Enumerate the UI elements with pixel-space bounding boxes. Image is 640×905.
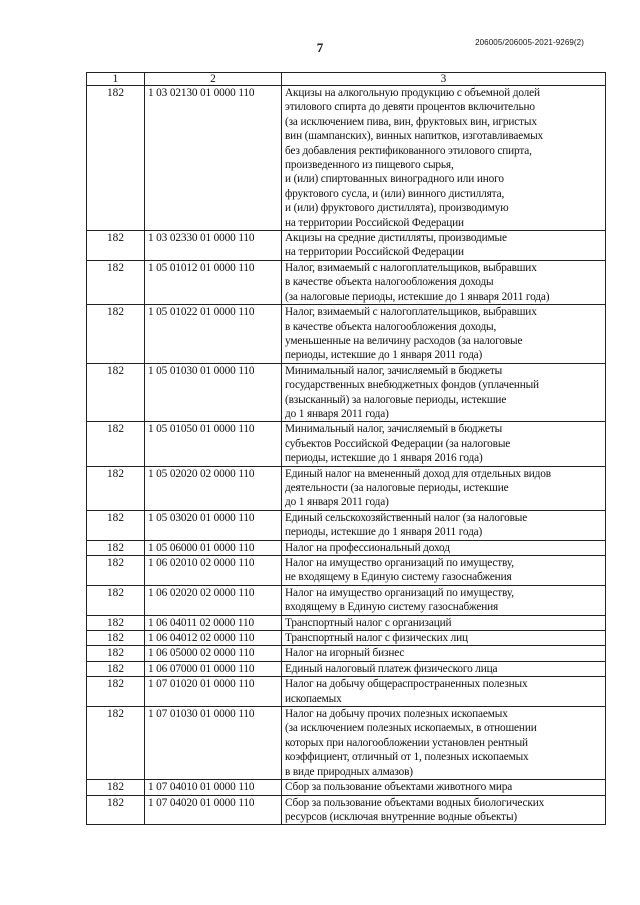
table-row	[87, 707, 606, 780]
description-cell: Транспортный налог с организаций	[282, 615, 606, 630]
budget-code-cell: 1 06 07000 01 0000 110	[145, 661, 282, 676]
description-cell: Налог на имущество организаций по имуществу, входящему в Единую систему газоснабжения	[282, 585, 606, 615]
admin-code-cell: 182	[87, 631, 145, 646]
document-id: 206005/206005-2021-9269(2)	[475, 38, 584, 47]
description-cell: Налог, взимаемый с налогоплательщиков, выбравших в качестве объекта налогообложения доходы (за налоговые периоды, истекшие до 1 января 2011 года)	[282, 260, 606, 304]
column-header-3: 3	[282, 73, 606, 86]
budget-code-cell: 1 03 02330 01 0000 110	[145, 231, 282, 261]
description-cell: Налог на добычу прочих полезных ископаемых (за исключением полезных ископаемых, в отношении которых при налогообложении установлен рентный коэффициент, отличный от 1, полезных ископаемых в виде природных алмазов)	[282, 707, 606, 780]
budget-codes-table	[86, 72, 606, 825]
table-row	[87, 677, 606, 707]
description-cell: Минимальный налог, зачисляемый в бюджеты государственных внебюджетных фондов (уплаченный (взысканный) за налоговые периоды, истекшие до 1 января 2011 года)	[282, 363, 606, 422]
admin-code-cell: 182	[87, 615, 145, 630]
table-row	[87, 556, 606, 586]
budget-code-cell: 1 05 02020 02 0000 110	[145, 466, 282, 510]
table-row	[87, 305, 606, 364]
description-cell: Минимальный налог, зачисляемый в бюджеты субъектов Российской Федерации (за налоговые периоды, истекшие до 1 января 2016 года)	[282, 422, 606, 466]
table-header-row	[87, 73, 606, 86]
admin-code-cell: 182	[87, 86, 145, 231]
admin-code-cell: 182	[87, 646, 145, 661]
budget-code-cell: 1 05 01050 01 0000 110	[145, 422, 282, 466]
table-row	[87, 510, 606, 540]
description-cell: Сбор за пользование объектами животного мира	[282, 780, 606, 795]
admin-code-cell: 182	[87, 707, 145, 780]
admin-code-cell: 182	[87, 363, 145, 422]
admin-code-cell: 182	[87, 422, 145, 466]
table-row	[87, 422, 606, 466]
budget-code-cell: 1 03 02130 01 0000 110	[145, 86, 282, 231]
description-cell: Акцизы на алкогольную продукцию с объемной долей этилового спирта до девяти процентов включительно (за исключением пива, вин, фруктовых вин, игристых вин (шампанских), винных напитков, изготавливаемых без добавления ректификованного этилового спирта, произведенного из пищевого сырья, и (или) спиртованных виноградного или иного фруктового сусла, и (или) винного дистиллята, и (или) фруктового дистиллята), производимую на территории Российской Федерации	[282, 86, 606, 231]
admin-code-cell: 182	[87, 795, 145, 825]
admin-code-cell: 182	[87, 661, 145, 676]
budget-code-cell: 1 06 04011 02 0000 110	[145, 615, 282, 630]
admin-code-cell: 182	[87, 556, 145, 586]
admin-code-cell: 182	[87, 305, 145, 364]
table-row	[87, 231, 606, 261]
budget-code-cell: 1 07 01030 01 0000 110	[145, 707, 282, 780]
table-row	[87, 615, 606, 630]
table-row	[87, 661, 606, 676]
table-row	[87, 260, 606, 304]
table-row	[87, 540, 606, 555]
table-row	[87, 646, 606, 661]
table-row	[87, 86, 606, 231]
table-row	[87, 631, 606, 646]
budget-code-cell: 1 05 01030 01 0000 110	[145, 363, 282, 422]
budget-code-cell: 1 05 01022 01 0000 110	[145, 305, 282, 364]
column-header-2: 2	[145, 73, 282, 86]
admin-code-cell: 182	[87, 780, 145, 795]
description-cell: Налог на игорный бизнес	[282, 646, 606, 661]
budget-code-cell: 1 05 01012 01 0000 110	[145, 260, 282, 304]
column-header-1: 1	[87, 73, 145, 86]
budget-code-cell: 1 06 04012 02 0000 110	[145, 631, 282, 646]
budget-code-cell: 1 06 05000 02 0000 110	[145, 646, 282, 661]
budget-code-cell: 1 05 06000 01 0000 110	[145, 540, 282, 555]
table-row	[87, 585, 606, 615]
admin-code-cell: 182	[87, 510, 145, 540]
admin-code-cell: 182	[87, 677, 145, 707]
description-cell: Единый налоговый платеж физического лица	[282, 661, 606, 676]
page-number: 7	[316, 40, 324, 55]
budget-code-cell: 1 06 02010 02 0000 110	[145, 556, 282, 586]
admin-code-cell: 182	[87, 585, 145, 615]
description-cell: Транспортный налог с физических лиц	[282, 631, 606, 646]
admin-code-cell: 182	[87, 231, 145, 261]
budget-code-cell: 1 07 04020 01 0000 110	[145, 795, 282, 825]
description-cell: Единый налог на вмененный доход для отдельных видов деятельности (за налоговые периоды, истекшие до 1 января 2011 года)	[282, 466, 606, 510]
budget-code-cell: 1 07 04010 01 0000 110	[145, 780, 282, 795]
admin-code-cell: 182	[87, 466, 145, 510]
budget-code-cell: 1 05 03020 01 0000 110	[145, 510, 282, 540]
description-cell: Налог на имущество организаций по имуществу, не входящему в Единую систему газоснабжения	[282, 556, 606, 586]
budget-code-cell: 1 07 01020 01 0000 110	[145, 677, 282, 707]
description-cell: Акцизы на средние дистилляты, производимые на территории Российской Федерации	[282, 231, 606, 261]
table-row	[87, 795, 606, 825]
description-cell: Налог, взимаемый с налогоплательщиков, выбравших в качестве объекта налогообложения доходы, уменьшенные на величину расходов (за налоговые периоды, истекшие до 1 января 2011 года)	[282, 305, 606, 364]
description-cell: Единый сельскохозяйственный налог (за налоговые периоды, истекшие до 1 января 2011 года)	[282, 510, 606, 540]
admin-code-cell: 182	[87, 260, 145, 304]
table-row	[87, 363, 606, 422]
budget-code-cell: 1 06 02020 02 0000 110	[145, 585, 282, 615]
description-cell: Налог на добычу общераспространенных полезных ископаемых	[282, 677, 606, 707]
table-row	[87, 780, 606, 795]
description-cell: Налог на профессиональный доход	[282, 540, 606, 555]
table-row	[87, 466, 606, 510]
admin-code-cell: 182	[87, 540, 145, 555]
description-cell: Сбор за пользование объектами водных биологических ресурсов (исключая внутренние водные объекты)	[282, 795, 606, 825]
